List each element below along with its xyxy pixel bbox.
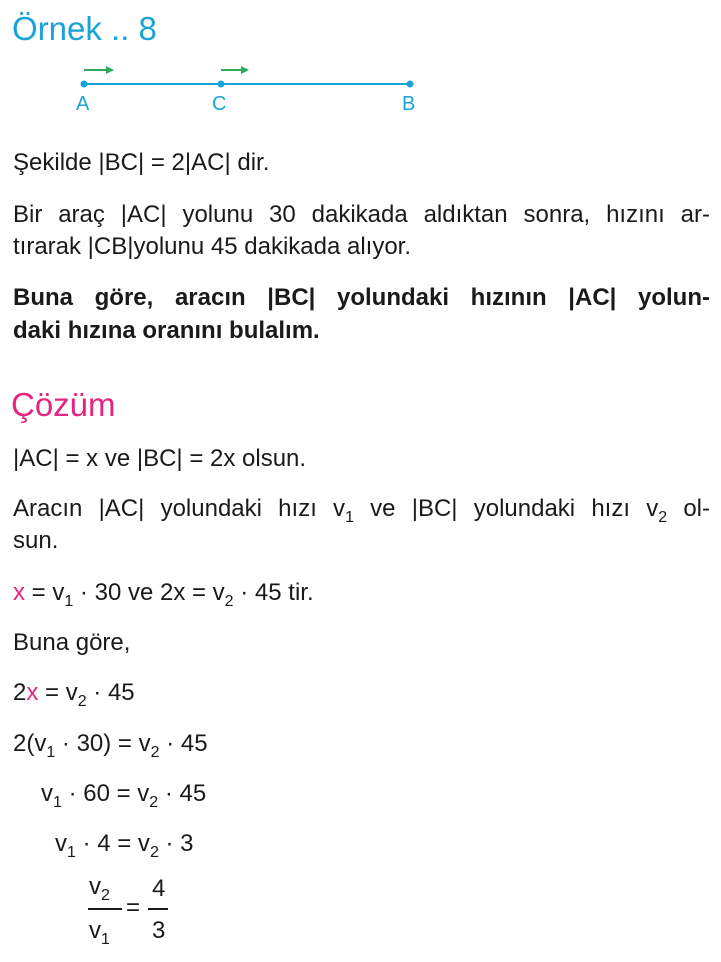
solution-line-2: Aracın |AC| yolundaki hızı $v_1$ ve |BC| yolundaki hızı $v_2$ ol- <box>13 495 710 526</box>
question-line-2: daki hızına oranını bulalım. <box>13 317 320 344</box>
fraction-equals: = <box>126 894 141 921</box>
equation-1: $x = v_1 \cdot 30$ ve $2x = v_2 \cdot 45$ tir. <box>13 579 314 610</box>
velocity-arrow-icon <box>221 66 249 74</box>
question-line-1: Buna göre, aracın |BC| yolundaki hızının |AC| yolun- <box>13 284 710 311</box>
fraction-denominator-left: $v_1$ <box>89 917 110 948</box>
label-a: A <box>76 93 90 115</box>
fraction-numerator-right: 4 <box>152 875 166 902</box>
solution-line-3: sun. <box>13 527 59 554</box>
point-c <box>218 81 225 88</box>
solution-line-1: |AC| = x ve |BC| = 2x olsun. <box>13 445 307 472</box>
equation-5: $v_1 \cdot 4 = v_2 \cdot 3$ <box>55 830 194 861</box>
point-a <box>81 81 88 88</box>
velocity-arrow-icon <box>84 66 114 74</box>
equation-4: $v_1 \cdot 60 = v_2 \cdot 45$ <box>41 780 207 811</box>
fraction-numerator-left: $v_2$ <box>89 873 110 904</box>
label-b: B <box>402 93 416 115</box>
equation-2: $2x = v_2 \cdot 45$ <box>13 679 135 710</box>
example-title: Örnek .. 8 <box>12 10 157 47</box>
problem-line-3: tırarak |CB|yolunu 45 dakikada alıyor. <box>13 233 412 260</box>
fraction-bar-left <box>88 908 122 910</box>
fraction-denominator-right: 3 <box>152 917 166 944</box>
point-b <box>407 81 414 88</box>
equation-3: $2(v_1 \cdot 30) = v_2 \cdot 45$ <box>13 730 208 761</box>
problem-line-1: Şekilde |BC| = 2|AC| dir. <box>13 149 270 176</box>
solution-title: Çözüm <box>11 386 116 423</box>
solution-line-4: Buna göre, <box>13 629 131 656</box>
segment-diagram <box>0 55 460 125</box>
fraction-equation <box>88 873 188 948</box>
fraction-bar-right <box>148 908 168 910</box>
label-c: C <box>212 93 227 115</box>
problem-line-2: Bir araç |AC| yolunu 30 dakikada aldıktan sonra, hızını ar- <box>13 201 710 228</box>
